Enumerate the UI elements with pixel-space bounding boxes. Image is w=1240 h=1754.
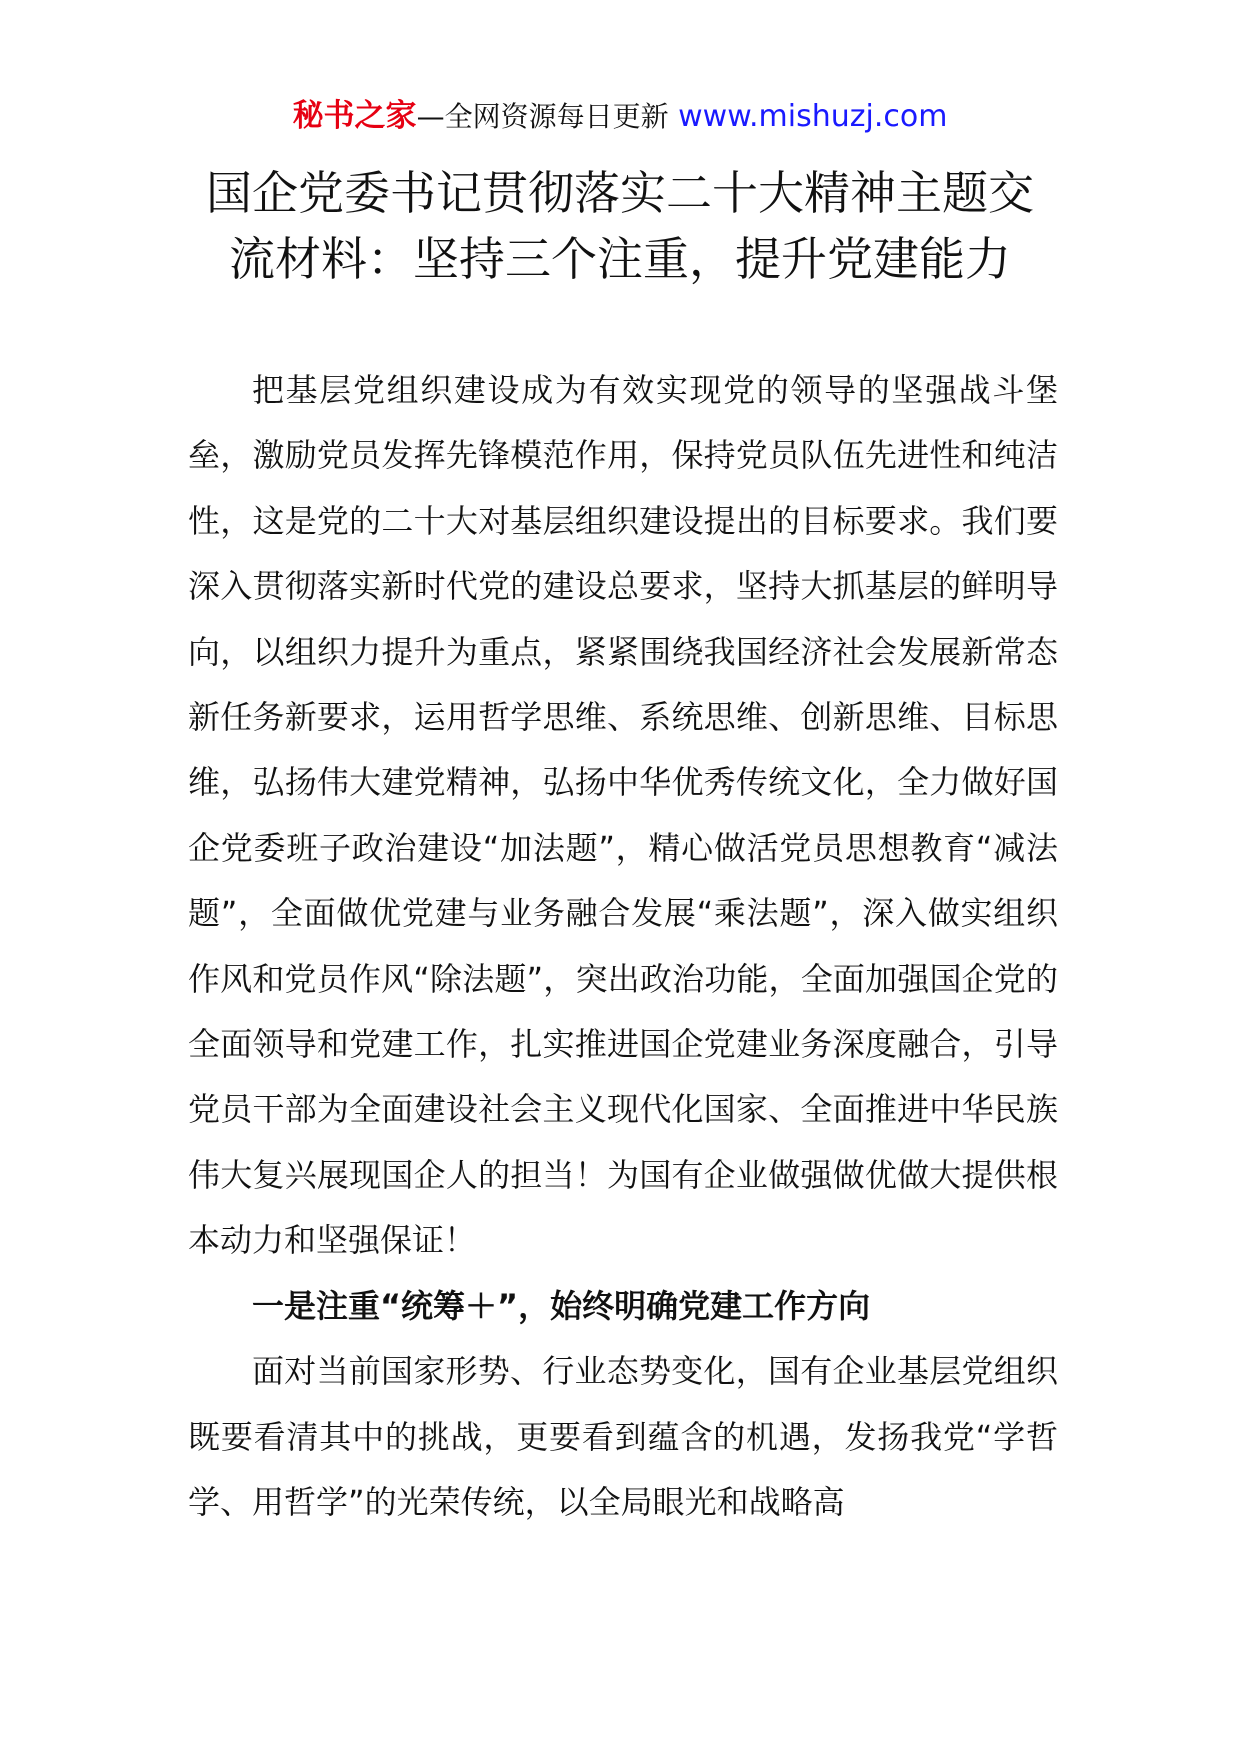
- site-url-link[interactable]: www.mishuzj.com: [678, 99, 948, 134]
- site-header: [0, 96, 1240, 137]
- document-title: [150, 160, 1090, 292]
- brand-name: 秘书之家: [292, 98, 417, 134]
- document-body: [188, 358, 1058, 1535]
- title-line-1: 国企党委书记贯彻落实二十大精神主题交: [206, 166, 1034, 220]
- section-heading-1: 一是注重“统筹＋”，始终明确党建工作方向: [252, 1286, 871, 1325]
- body-paragraph-1: 把基层党组织建设成为有效实现党的领导的坚强战斗堡垒，激励党员发挥先锋模范作用，保持党员队伍先进性和纯洁性，这是党的二十大对基层组织建设提出的目标要求。我们要深入贯彻落实新时代党的建设总要求，坚持大抓基层的鲜明导向，以组织力提升为重点，紧紧围绕我国经济社会发展新常态新任务新要求，运用哲学思维、系统思维、创新思维、目标思维，弘扬伟大建党精神，弘扬中华优秀传统文化，全力做好国企党委班子政治建设“加法题”，精心做活党员思想教育“减法题”，全面做优党建与业务融合发展“乘法题”，深入做实组织作风和党员作风“除法题”，突出政治功能，全面加强国企党的全面领导和党建工作，扎实推进国企党建业务深度融合，引导党员干部为全面建设社会主义现代化国家、全面推进中华民族伟大复兴展现国企人的担当！为国有企业做强做优做大提供根本动力和坚强保证！: [188, 371, 1058, 1260]
- title-line-2: 流材料：坚持三个注重，提升党建能力: [229, 232, 1011, 286]
- body-paragraph-2: 面对当前国家形势、行业态势变化，国有企业基层党组织既要看清其中的挑战，更要看到蕴含的机遇，发扬我党“学哲学、用哲学”的光荣传统，以全局眼光和战略高: [188, 1352, 1058, 1521]
- site-slogan: —全网资源每日更新: [416, 100, 669, 133]
